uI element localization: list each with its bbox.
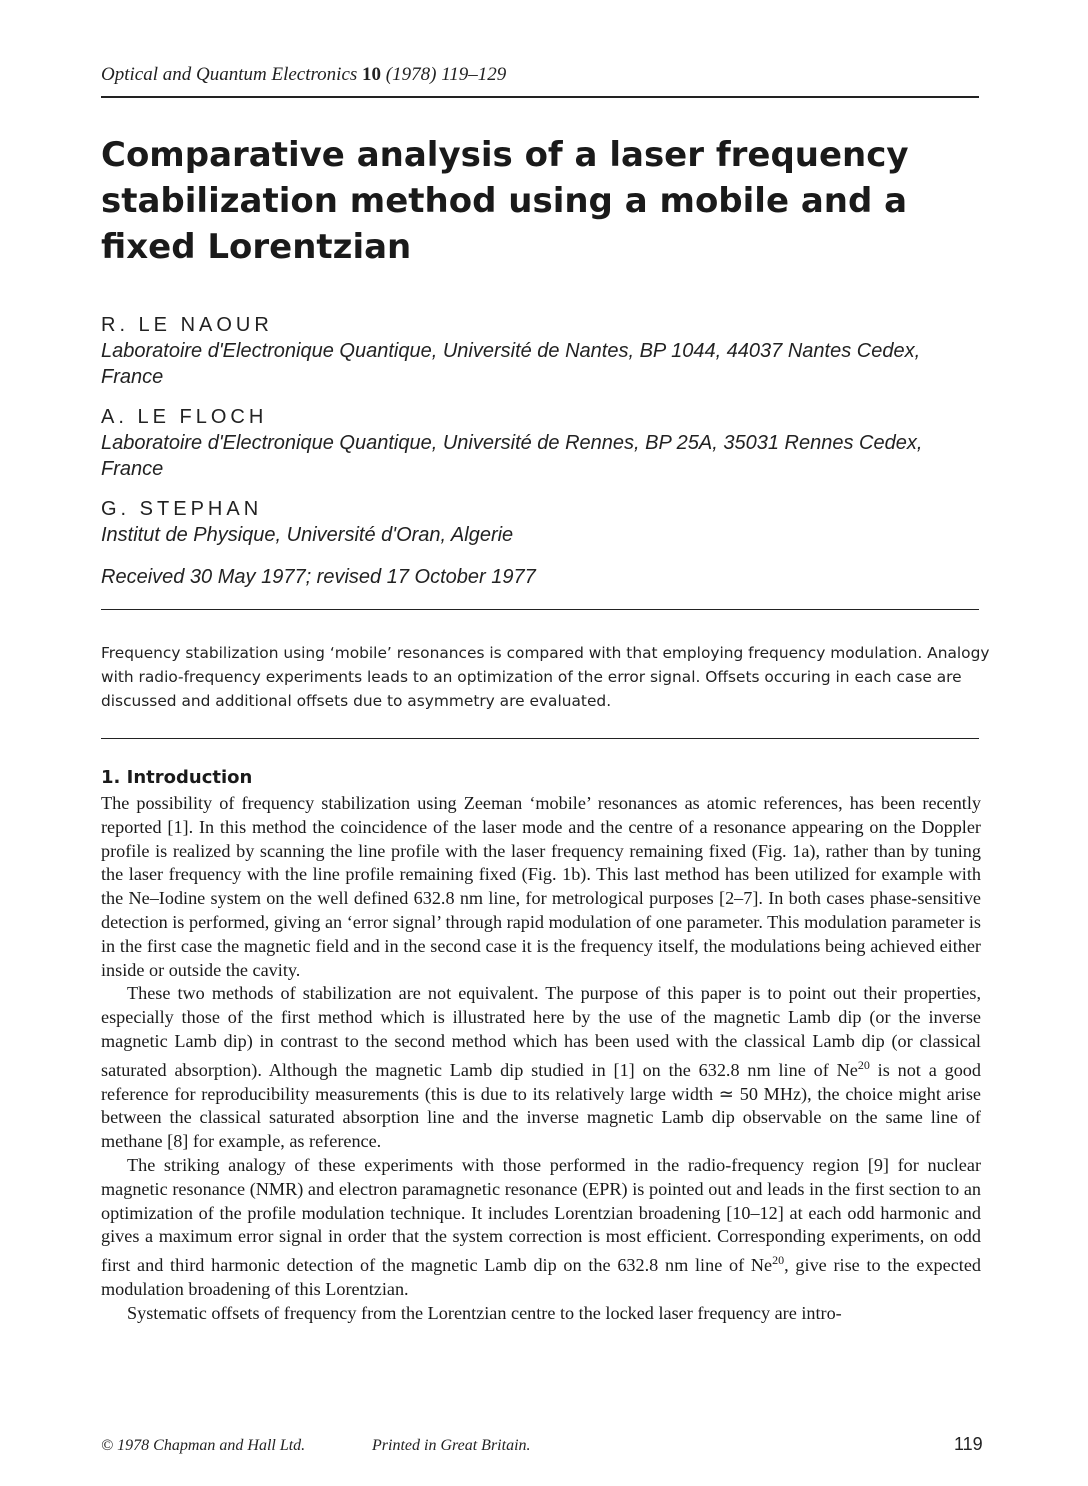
- paragraph-text: , give rise to the expected modulation broadening of this Lorentzian.: [101, 1255, 981, 1300]
- isotope-superscript: 20: [857, 1057, 870, 1072]
- author-affiliation: Institut de Physique, Université d'Oran, Algerie: [101, 524, 514, 546]
- paragraph: [101, 982, 981, 1154]
- section-heading: 1. Introduction: [101, 767, 253, 788]
- journal-citation: [101, 64, 506, 86]
- author-block: [101, 312, 981, 390]
- paragraph-text: These two methods of stabilization are not equivalent. The purpose of this paper is to point out their properties, especially those of the first method which is illustrated here by the use of the magnetic Lamb dip (or the inverse magnetic Lamb dip) in contrast to the second method which has been used with the classical Lamb dip (or classical saturated absorption). Although the magnetic Lamb dip studied in [1] on the 632.8 nm line of Ne: [101, 983, 981, 1080]
- paragraph-text: The striking analogy of these experiments with those performed in the radio-frequency region [9] for nuclear magnetic resonance (NMR) and electron paramagnetic resonance (EPR) is pointed out and leads in the first section to an optimization of the profile modulation technique. It includes Lorentzian broadening [10–12] at each odd harmonic and gives a maximum error signal in order that the system correction is most efficient. Corresponding experiments, on odd first and third harmonic detection of the magnetic Lamb dip on the 632.8 nm line of Ne: [101, 1155, 981, 1276]
- printed-notice: Printed in Great Britain.: [372, 1437, 531, 1454]
- author-affiliation: Laboratoire d'Electronique Quantique, Université de Nantes, BP 1044, 44037 Nantes Cedex, France: [101, 340, 921, 388]
- author-affiliation: Laboratoire d'Electronique Quantique, Université de Rennes, BP 25A, 35031 Rennes Cedex, France: [101, 432, 923, 480]
- copyright-notice: © 1978 Chapman and Hall Ltd.: [101, 1437, 306, 1454]
- paragraph: Systematic offsets of frequency from the Lorentzian centre to the locked laser frequency are intro-: [127, 1302, 842, 1323]
- paper-title: Comparative analysis of a laser frequency stabilization method using a mobile and a fixed Lorentzian: [101, 135, 909, 267]
- author-list: [101, 312, 981, 562]
- page-number: 119: [954, 1434, 983, 1454]
- isotope-superscript: 20: [772, 1253, 785, 1268]
- author-block: [101, 496, 981, 548]
- abstract-bottom-rule: [101, 738, 979, 739]
- paragraph-text: is not a good reference for reproducibility measurements (this is due to its relatively large width ≃ 50 MHz), the choice might arise between the classical saturated absorption line and the inverse magnetic Lamb dip observable on the same line of methane [8] for example, as reference.: [101, 1059, 981, 1152]
- abstract: Frequency stabilization using ‘mobile’ resonances is compared with that employing frequency modulation. Analogy with radio-frequency experiments leads to an optimization of the error signal. Offsets occuring in each case are discussed and additional offsets due to asymmetry are evaluated.: [101, 644, 990, 710]
- header-rule: [101, 96, 979, 98]
- journal-name: Optical and Quantum Electronics: [101, 64, 358, 85]
- journal-issue: (1978) 119–129: [385, 64, 507, 85]
- author-block: [101, 404, 981, 482]
- journal-volume: 10: [362, 64, 382, 85]
- author-name: G. STEPHAN: [101, 498, 263, 520]
- body-text: [101, 792, 981, 1326]
- abstract-top-rule: [101, 609, 979, 610]
- author-name: R. LE NAOUR: [101, 314, 273, 336]
- paragraph: The possibility of frequency stabilization using Zeeman ‘mobile’ resonances as atomic references, has been recently reported [1]. In this method the coincidence of the laser mode and the centre of a resonance appearing on the Doppler profile is realized by scanning the line profile with the laser frequency remaining fixed (Fig. 1a), rather than by tuning the laser frequency with the line profile remaining fixed (Fig. 1b). This last method has been utilized for example with the Ne–Iodine system on the well defined 632.8 nm line, for metrological purposes [2–7]. In both cases phase-sensitive detection is performed, giving an ‘error signal’ through rapid modulation of one parameter. This modulation parameter is in the first case the magnetic field and in the second case it is the frequency itself, the modulations being achieved either inside or outside the cavity.: [101, 793, 981, 980]
- paragraph: [101, 1154, 981, 1302]
- received-dates: Received 30 May 1977; revised 17 October 1977: [101, 566, 536, 588]
- author-name: A. LE FLOCH: [101, 406, 268, 428]
